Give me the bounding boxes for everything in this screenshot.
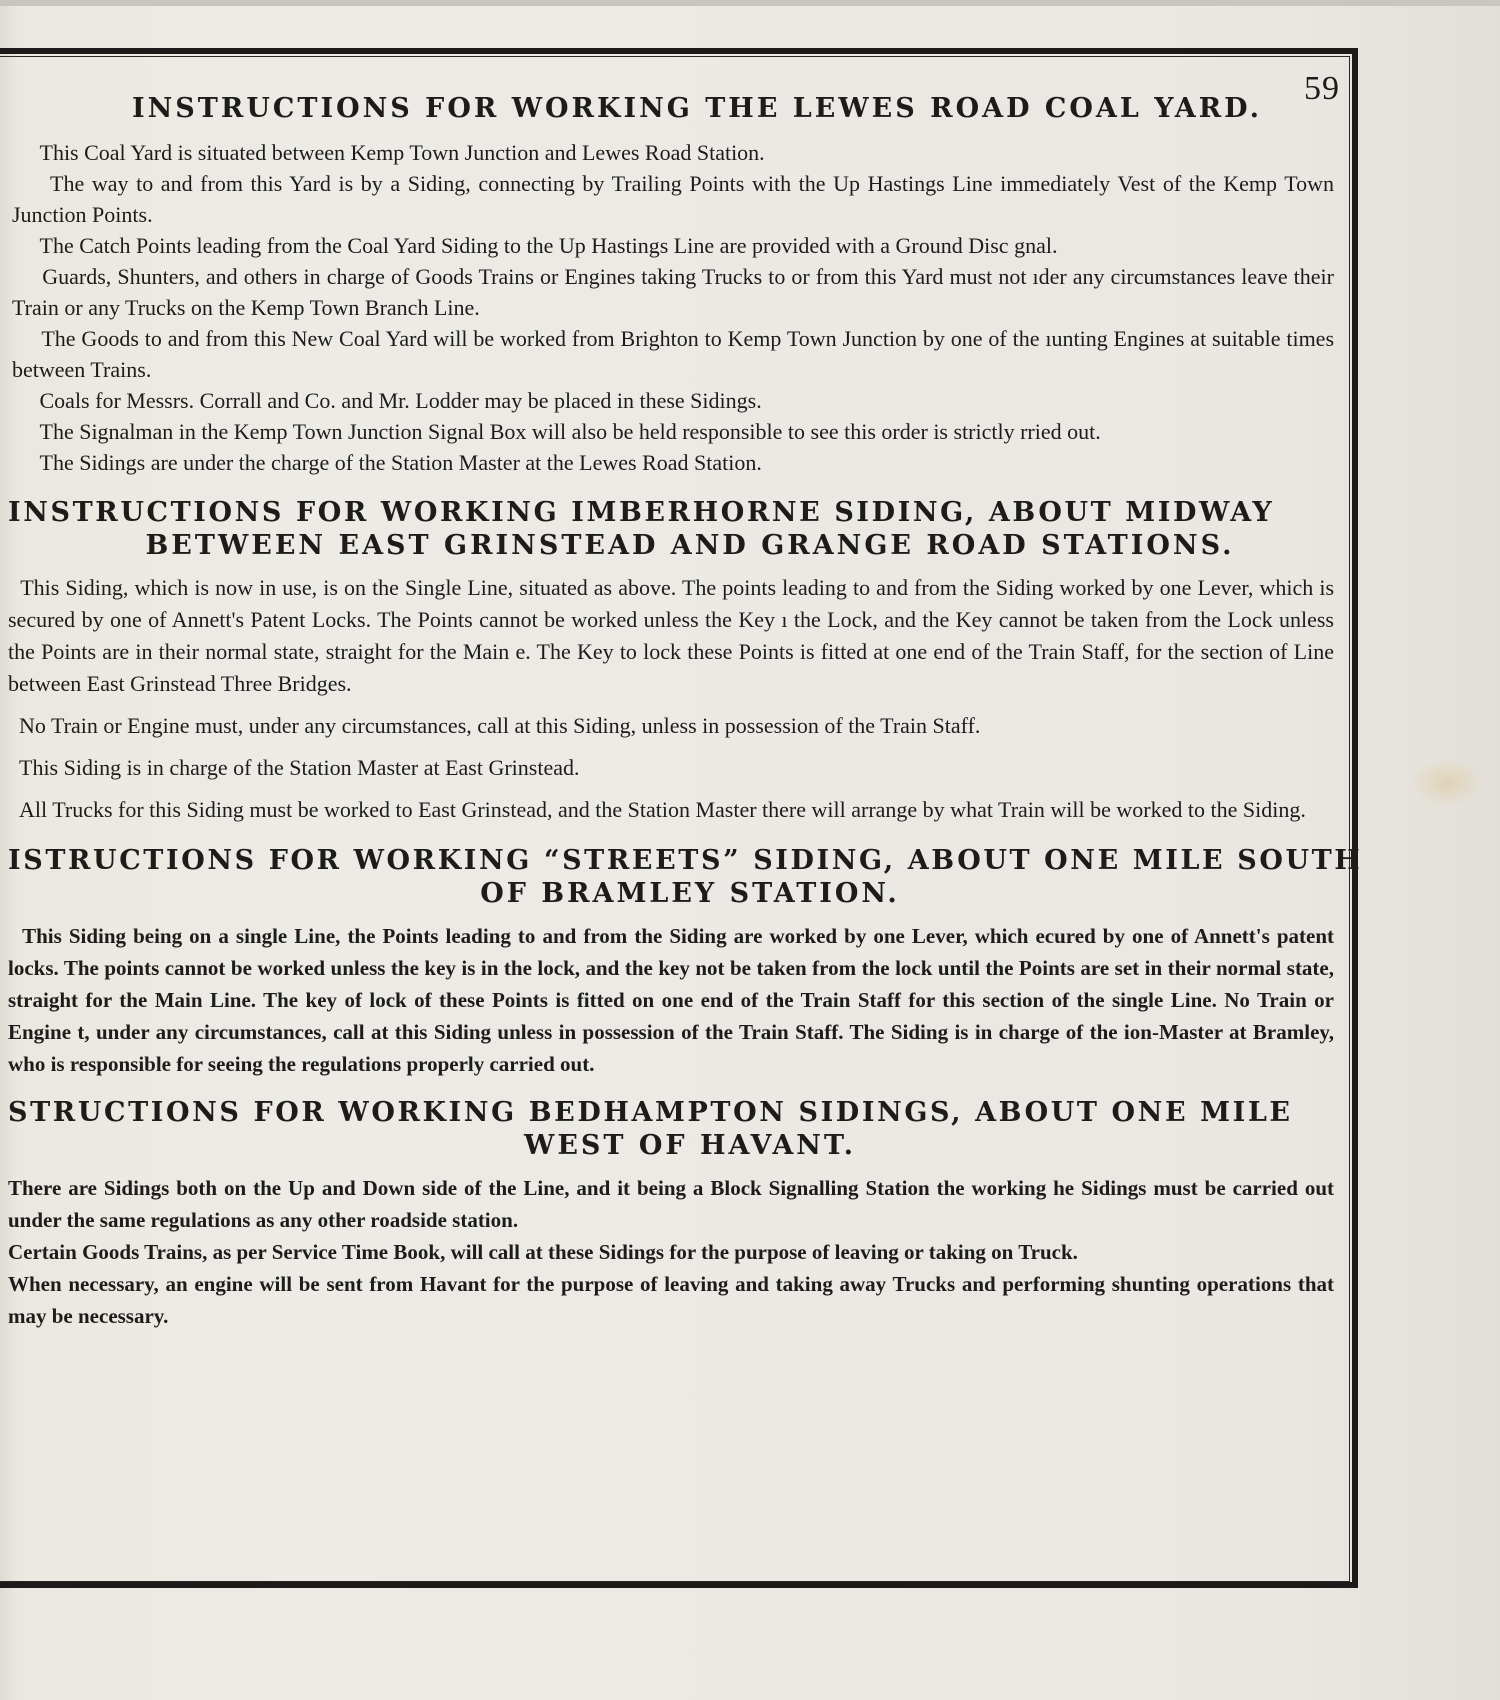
document-body: [0, 92, 1363, 1348]
section-heading: BETWEEN EAST GRINSTEAD AND GRANGE ROAD STATIONS.: [145, 530, 1235, 561]
page-number: 59: [1304, 70, 1340, 107]
section-heading: INSTRUCTIONS FOR WORKING THE LEWES ROAD COAL YARD.: [131, 93, 1263, 124]
paragraph: Guards, Shunters, and others in charge of Goods Trains or Engines taking Trucks to or from this Yard must not ıder any circumstances leave their Train or any Trucks on the Kemp Town Branch Line.: [12, 264, 1340, 320]
paragraph-gap: [8, 784, 1342, 794]
paragraph-gap: [8, 742, 1342, 752]
paragraph: The Catch Points leading from the Coal Yard Siding to the Up Hastings Line are provided with a Ground Disc gnal.: [12, 233, 1058, 258]
section-heading: ISTRUCTIONS FOR WORKING “STREETS” SIDING, ABOUT ONE MILE SOUTH: [8, 845, 1363, 876]
paper-stain: [1412, 760, 1482, 806]
paragraph: This Coal Yard is situated between Kemp Town Junction and Lewes Road Station.: [12, 140, 765, 165]
paragraph: Certain Goods Trains, as per Service Time Book, will call at these Sidings for the purpose of leaving or taking on Truck.: [8, 1240, 1078, 1264]
paragraph-gap: [8, 700, 1342, 710]
paragraph: This Siding being on a single Line, the Points leading to and from the Siding are worked by one Lever, which ecured by one of Annett's patent locks. The points cannot be worked unless the key is in the lock, and the key not be taken from the lock until the Points are set in their normal state, straight for the Main Line. The key of lock of these Points is fitted on one end of the Train Staff for this section of the single Line. No Train or Engine t, under any circumstances, call at this Siding unless in possession of the Train Staff. The Siding is in charge of the ion-Master at Bramley, who is responsible for seeing the regulations properly carried out.: [8, 924, 1340, 1076]
paragraph: There are Sidings both on the Up and Down side of the Line, and it being a Block Signalling Station the working he Sidings must be carried out under the same regulations as any other roadside station.: [8, 1176, 1340, 1232]
section-bedhampton: [0, 1096, 1342, 1332]
paragraph: All Trucks for this Siding must be worked to East Grinstead, and the Station Master there will arrange by what Train will be worked to the Siding.: [8, 797, 1306, 822]
section-streets-siding: [0, 844, 1363, 1080]
paragraph: The way to and from this Yard is by a Siding, connecting by Trailing Points with the Up Hastings Line immediately Vest of the Kemp Town Junction Points.: [12, 171, 1340, 227]
section-heading: WEST OF HAVANT.: [524, 1130, 856, 1161]
paragraph: This Siding is in charge of the Station Master at East Grinstead.: [8, 755, 580, 780]
paragraph: The Signalman in the Kemp Town Junction Signal Box will also be held responsible to see this order is strictly rried out.: [12, 419, 1101, 444]
section-heading: INSTRUCTIONS FOR WORKING IMBERHORNE SIDING, ABOUT MIDWAY: [8, 497, 1275, 528]
paragraph: No Train or Engine must, under any circumstances, call at this Siding, unless in possession of the Train Staff.: [8, 713, 981, 738]
paragraph: Coals for Messrs. Corrall and Co. and Mr. Lodder may be placed in these Sidings.: [12, 388, 762, 413]
section-imberhorne: [0, 496, 1342, 826]
section-lewes-road: [0, 92, 1342, 478]
paragraph: This Siding, which is now in use, is on the Single Line, situated as above. The points leading to and from the Siding worked by one Lever, which is secured by one of Annett's Patent Locks. The Points cannot be worked unless the Key ı the Lock, and the Key cannot be taken from the Lock unless the Points are in their normal state, straight for the Main e. The Key to lock these Points is fitted at one end of the Train Staff, for the section of Line between East Grinstead Three Bridges.: [8, 575, 1340, 696]
section-heading: STRUCTIONS FOR WORKING BEDHAMPTON SIDINGS, ABOUT ONE MILE: [8, 1097, 1293, 1128]
page-top-edge: [0, 0, 1500, 6]
paragraph: The Goods to and from this New Coal Yard will be worked from Brighton to Kemp Town Junction by one of the ıunting Engines at suitable times between Trains.: [12, 326, 1340, 382]
paragraph: When necessary, an engine will be sent from Havant for the purpose of leaving and taking away Trucks and performing shunting operations that may be necessary.: [8, 1272, 1340, 1328]
section-heading: OF BRAMLEY STATION.: [480, 878, 900, 909]
paragraph: The Sidings are under the charge of the Station Master at the Lewes Road Station.: [12, 450, 762, 475]
